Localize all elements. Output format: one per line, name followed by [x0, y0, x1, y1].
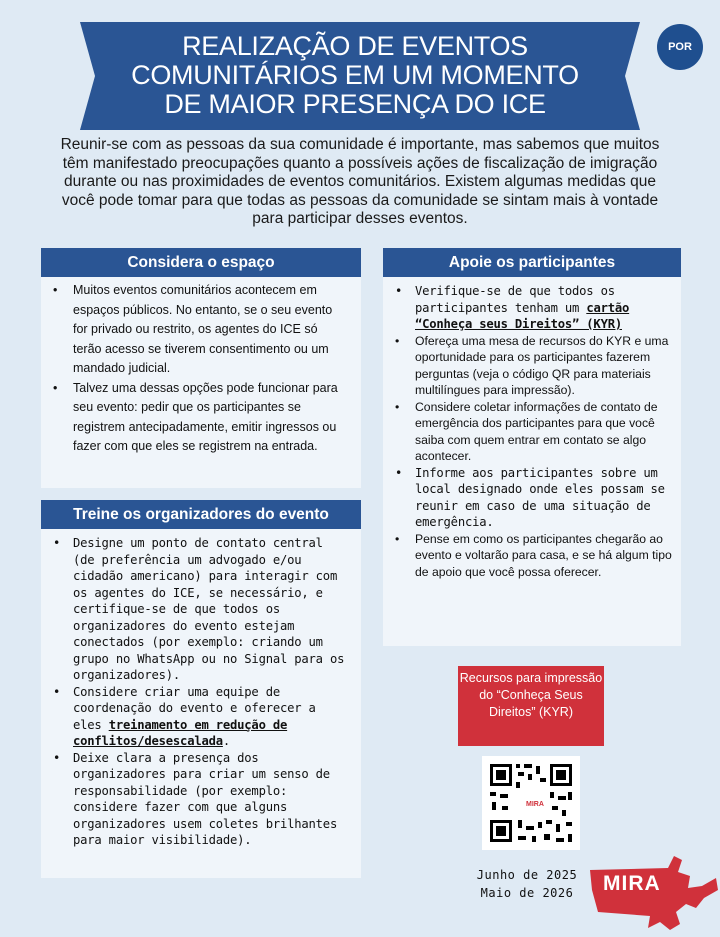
kyr-card-link[interactable]: cartão “Conheça seus Direitos” (KYR) — [415, 300, 630, 331]
bullet-icon: • — [53, 684, 61, 699]
date-2: Maio de 2026 — [480, 886, 574, 900]
qr-code-icon — [482, 756, 580, 850]
list-item — [383, 283, 673, 333]
list-item — [383, 333, 673, 399]
bullet-icon: • — [53, 380, 58, 395]
list-item — [41, 379, 347, 457]
bullet-icon: • — [395, 531, 400, 546]
mira-logo-text: MIRA — [603, 872, 661, 895]
list-item — [383, 399, 673, 465]
list-item-text: Considere coletar informações de contato de emergência dos participantes para que você saiba com quem entrar em contato se algo acontecer. — [415, 399, 658, 463]
date-1: Junho de 2025 — [476, 868, 578, 882]
list-item-text: . — [222, 734, 231, 748]
list-item-text: Verifique-se de que todos os participantes tenham um — [415, 284, 615, 315]
bullet-icon: • — [395, 465, 403, 480]
participants-heading: Apoie os participantes — [383, 248, 681, 277]
intro-paragraph: Reunir-se com as pessoas da sua comunidade é importante, mas sabemos que muitos têm manifestado preocupações quanto a possíveis ações de fiscalização de imigração durante ou nas proximidades de eventos comunitários. Existem algumas medidas que você pode tomar para que todas as pessoas da comunidade se sintam mais à vontade para participar desses eventos. — [60, 136, 660, 227]
bullet-icon: • — [395, 333, 400, 348]
qr-logo-text: MIRA — [526, 801, 544, 808]
page-title — [70, 32, 640, 119]
list-item — [383, 465, 673, 531]
qr-code[interactable] — [482, 756, 580, 850]
participants-list — [383, 277, 681, 580]
organizers-section — [41, 500, 361, 878]
list-item — [383, 531, 673, 581]
list-item — [41, 750, 351, 849]
resources-label: Recursos para impressão do “Conheça Seus Direitos” (KYR) — [458, 666, 604, 746]
list-item — [41, 281, 347, 379]
participants-section — [383, 248, 681, 646]
list-item-text: Considere criar uma equipe de coordenação do evento e oferecer a eles — [73, 684, 316, 732]
list-item-text: Pense em como os participantes chegarão ao evento e voltarão para casa, e se há algum tipo de apoio que você possa oferecer. — [415, 531, 672, 579]
organizers-list — [41, 529, 361, 849]
bullet-icon: • — [53, 750, 61, 765]
language-badge[interactable]: POR — [657, 24, 703, 70]
bullet-icon: • — [53, 536, 61, 550]
dates — [462, 866, 592, 902]
title-line-2: COMUNITÁRIOS EM UM MOMENTO — [131, 60, 579, 90]
list-item-text: Talvez uma dessas opções pode funcionar para seu evento: pedir que os participantes se registrem antecipadamente, emitir ingressos ou fazer com que eles se registrem na entrada. — [73, 380, 338, 453]
deescalation-training-link[interactable]: treinamento em redução de conflitos/desescalada — [73, 717, 288, 748]
space-heading: Considera o espaço — [41, 248, 361, 277]
list-item-text: Ofereça uma mesa de recursos do KYR e uma oportunidade para os participantes fazerem perguntas (veja o código QR para materiais multilíngues para impressão). — [415, 333, 669, 397]
title-banner — [70, 22, 640, 130]
title-line-1: REALIZAÇÃO DE EVENTOS — [182, 31, 528, 61]
list-item — [41, 535, 351, 684]
bullet-icon: • — [395, 284, 403, 298]
organizers-heading: Treine os organizadores do evento — [41, 500, 361, 529]
bullet-icon: • — [53, 283, 58, 297]
list-item-text: Designe um ponto de contato central (de preferência um advogado e/ou cidadão americano) para interagir com os agentes do ICE, se necessário, e certifique-se de que todos os organizadores do evento estejam conectados (por exemplo: criando um grupo no WhatsApp ou no Signal para os organizadores). — [73, 536, 345, 682]
list-item — [41, 684, 351, 750]
title-line-3: DE MAIOR PRESENÇA DO ICE — [164, 89, 546, 119]
list-item-text: Deixe clara a presença dos organizadores para criar um senso de responsabilidade (por exemplo: considere fazer com que alguns organizadores usem coletes brilhantes para maior visibilidade). — [73, 750, 338, 847]
list-item-text: Muitos eventos comunitários acontecem em espaços públicos. No entanto, se o seu evento for privado ou restrito, os agentes do ICE só terão acesso se tiverem consentimento ou um mandado judicial. — [73, 283, 333, 375]
space-section — [41, 248, 361, 488]
bullet-icon: • — [395, 399, 400, 414]
space-list — [41, 277, 361, 457]
list-item-text: Informe aos participantes sobre um local designado onde eles possam se reunir em caso de uma situação de emergência. — [415, 465, 665, 529]
